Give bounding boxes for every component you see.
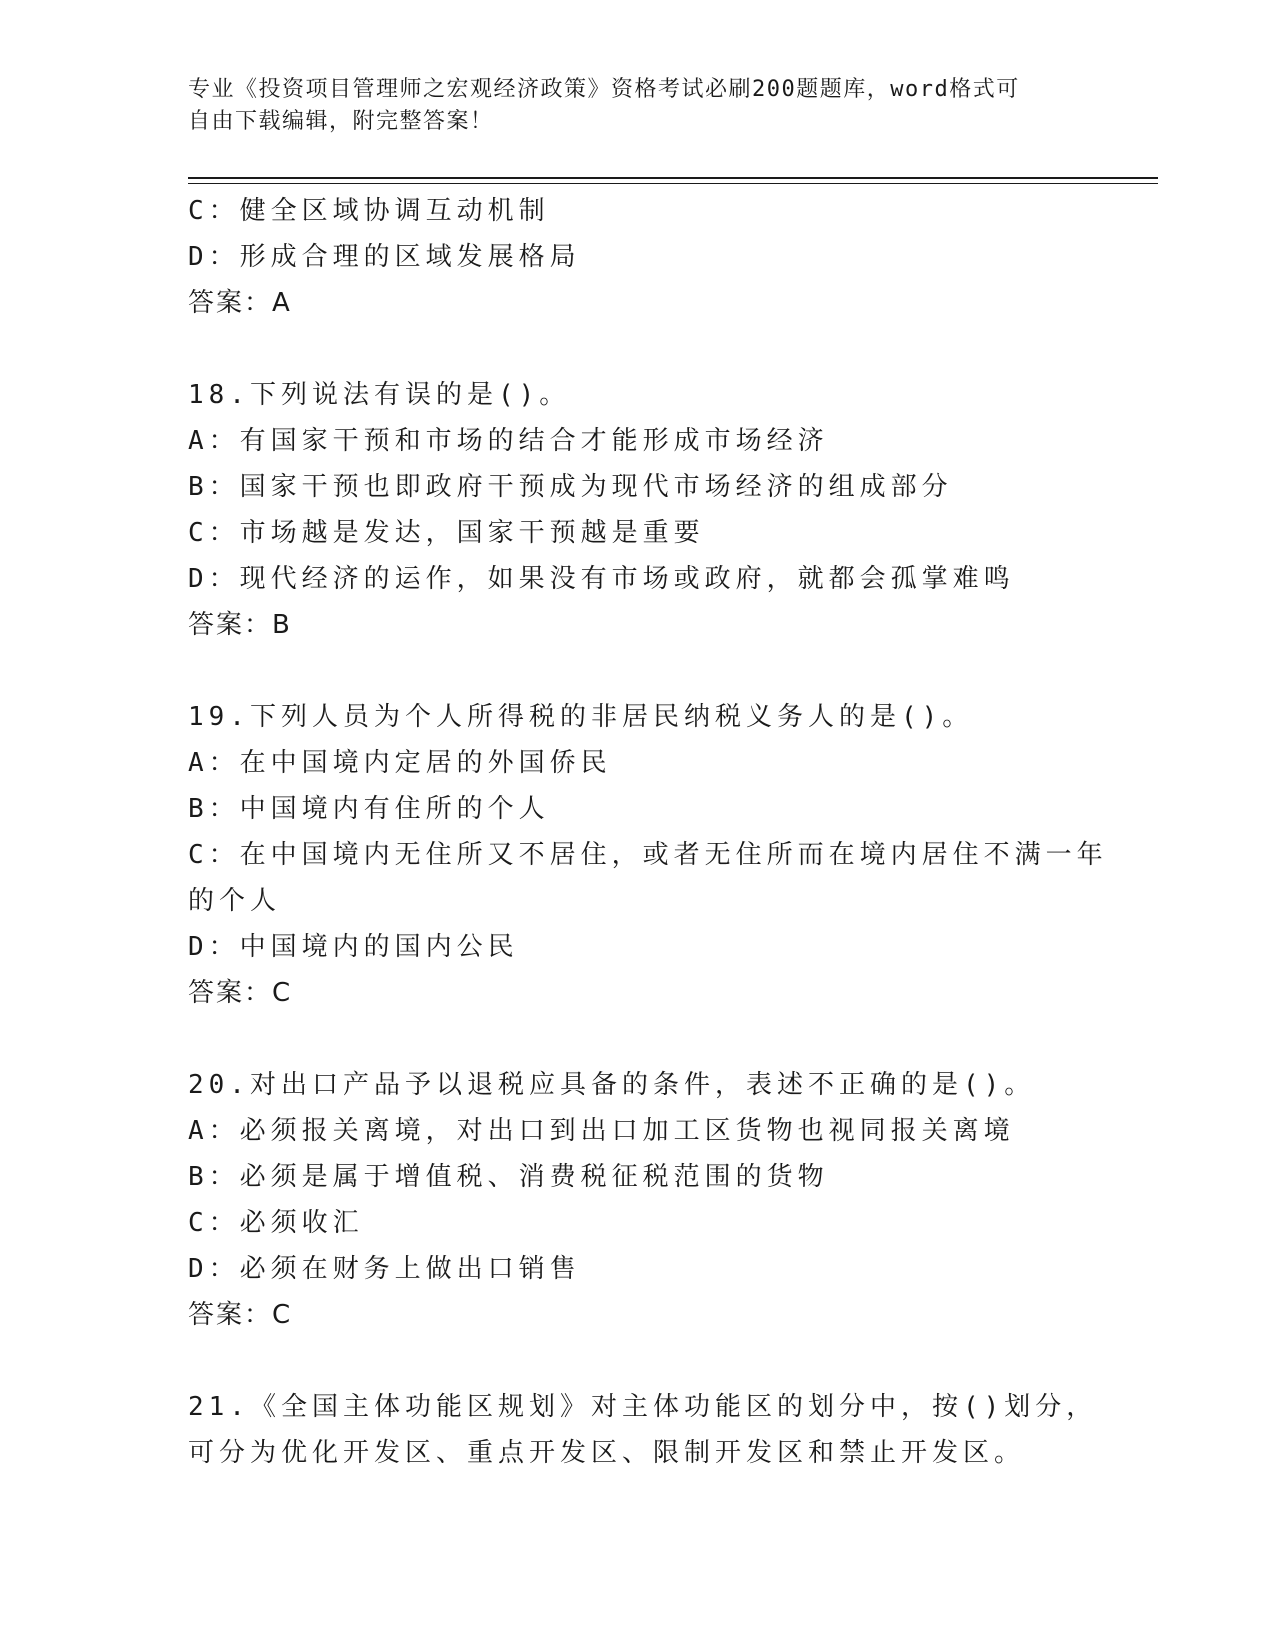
header-divider-thick [188,177,1158,179]
option-c: C：必须收汇 [188,1208,364,1238]
spacer [188,1338,1108,1384]
option-d: D：中国境内的国内公民 [188,932,519,962]
answer: 答案：C [188,1300,293,1330]
question-stem: 21.《全国主体功能区规划》对主体功能区的划分中，按()划分，可分为优化开发区、重点开发区、限制开发区和禁止开发区。 [188,1392,1098,1468]
option-d: D：形成合理的区域发展格局 [188,242,581,272]
option-b: B：国家干预也即政府干预成为现代市场经济的组成部分 [188,472,953,502]
answer: 答案：C [188,978,293,1008]
question-17-fragment [188,188,1108,326]
spacer [188,326,1108,372]
option-c: C：市场越是发达，国家干预越是重要 [188,518,705,548]
header-title-line-1: 专业《投资项目管理师之宏观经济政策》资格考试必刷200题题库，word格式可 [188,77,1020,102]
option-a: A：有国家干预和市场的结合才能形成市场经济 [188,426,829,456]
option-b: B：中国境内有住所的个人 [188,794,550,824]
header-title-line-2: 自由下载编辑，附完整答案！ [188,109,494,134]
spacer [188,1016,1108,1062]
answer: 答案：B [188,610,292,640]
option-a: A：必须报关离境，对出口到出口加工区货物也视同报关离境 [188,1116,1015,1146]
spacer [188,648,1108,694]
question-stem: 20.对出口产品予以退税应具备的条件，表述不正确的是()。 [188,1070,1036,1100]
header-divider-thin [188,183,1158,184]
option-d: D：必须在财务上做出口销售 [188,1254,581,1284]
option-b: B：必须是属于增值税、消费税征税范围的货物 [188,1162,829,1192]
question-21 [188,1384,1108,1476]
question-18 [188,372,1108,648]
question-stem: 18.下列说法有误的是()。 [188,380,571,410]
question-list [188,188,1108,1476]
question-20 [188,1062,1108,1338]
option-c: C：健全区域协调互动机制 [188,196,550,226]
question-19 [188,694,1108,1016]
option-a: A：在中国境内定居的外国侨民 [188,748,612,778]
answer: 答案：A [188,288,292,318]
option-d: D：现代经济的运作，如果没有市场或政府，就都会孤掌难鸣 [188,564,1015,594]
option-c: C：在中国境内无住所又不居住，或者无住所而在境内居住不满一年的个人 [188,840,1108,916]
document-header [188,74,1088,138]
question-stem: 19.下列人员为个人所得税的非居民纳税义务人的是()。 [188,702,974,732]
